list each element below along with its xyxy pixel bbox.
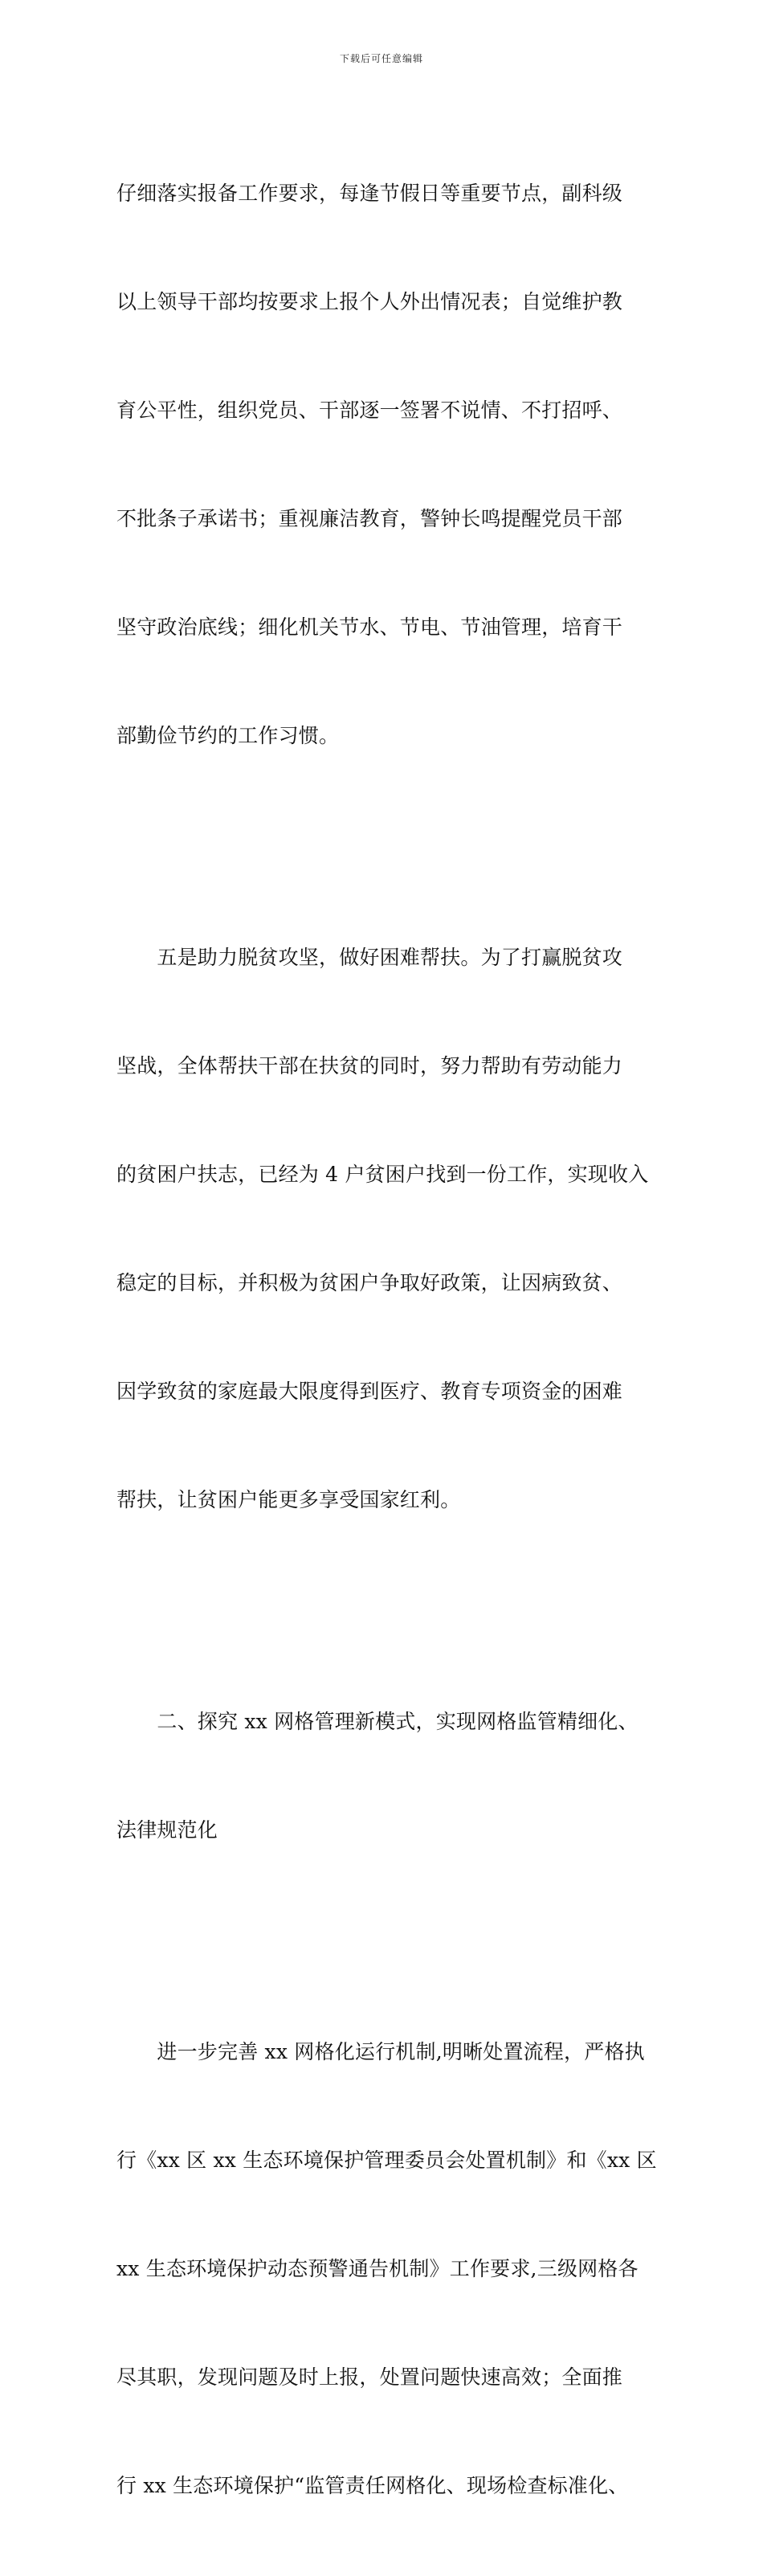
- paragraph-gap: [116, 1590, 651, 1631]
- paragraph-4: [116, 1961, 657, 2576]
- text-line: xx 生态环境保护动态预警通告机制》工作要求,三级网格各: [116, 2257, 639, 2280]
- paragraph-1: [116, 103, 651, 826]
- text-line: 五是助力脱贫攻坚，做好困难帮扶。为了打赢脱贫攻: [116, 946, 623, 969]
- paragraph-gap: [116, 826, 651, 867]
- text-line: 坚战，全体帮扶干部在扶贫的同时，努力帮助有劳动能力: [116, 1054, 623, 1077]
- text-line: 不批条子承诺书；重视廉洁教育，警钟长鸣提醒党员干部: [116, 507, 623, 530]
- text-line: 帮扶，让贫困户能更多享受国家红利。: [116, 1488, 461, 1511]
- text-line: 的贫困户扶志，已经为 4 户贫困户找到一份工作，实现收入: [116, 1163, 649, 1186]
- text-line: 进一步完善 xx 网格化运行机制,明晰处置流程，严格执: [116, 2040, 645, 2063]
- document-body: [116, 103, 657, 2576]
- text-line: 以上领导干部均按要求上报个人外出情况表；自觉维护教: [116, 290, 623, 313]
- page-header-note: 下载后可任意编辑: [339, 53, 423, 64]
- text-line: 行《xx 区 xx 生态环境保护管理委员会处置机制》和《xx 区: [116, 2149, 657, 2172]
- text-line: 二、探究 xx 网格管理新模式，实现网格监管精细化、: [116, 1710, 639, 1733]
- text-line: 仔细落实报备工作要求，每逢节假日等重要节点，副科级: [116, 182, 623, 205]
- text-line: 部勤俭节约的工作习惯。: [116, 724, 340, 747]
- text-line: 育公平性，组织党员、干部逐一签署不说情、不打招呼、: [116, 399, 623, 422]
- section-heading: [116, 1631, 651, 1920]
- paragraph-gap: [116, 1920, 651, 1961]
- text-line: 稳定的目标，并积极为贫困户争取好政策，让因病致贫、: [116, 1271, 623, 1294]
- text-line: 行 xx 生态环境保护“监管责任网格化、现场检查标准化、: [116, 2474, 629, 2497]
- text-line: 因学致贫的家庭最大限度得到医疗、教育专项资金的困难: [116, 1380, 623, 1403]
- paragraph-2: [116, 867, 651, 1590]
- text-line: 尽其职，发现问题及时上报，处置问题快速高效；全面推: [116, 2365, 623, 2389]
- text-line: 坚守政治底线；细化机关节水、节电、节油管理，培育干: [116, 615, 623, 639]
- text-line: 法律规范化: [116, 1818, 218, 1842]
